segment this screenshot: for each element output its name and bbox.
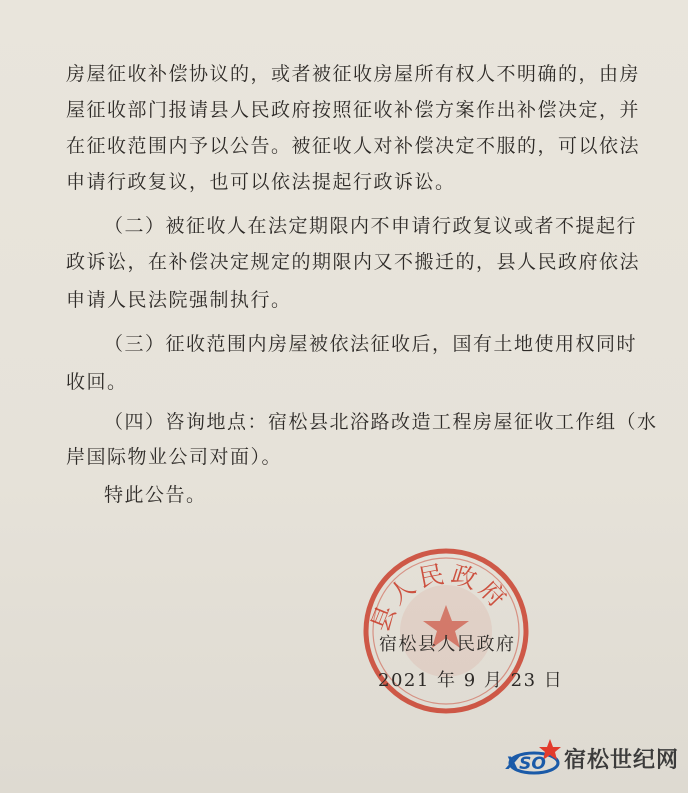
text-line: 申请人民法院强制执行。 [66,289,292,311]
site-logo-text: XSO [506,754,546,774]
text-line: 政诉讼，在补偿决定规定的期限内又不搬迁的，县人民政府依法 [66,251,641,273]
text-line: 申请行政复议，也可以依法提起行政诉讼。 [66,171,456,193]
text-line: （四）咨询地点：宿松县北浴路改造工程房屋征收工作组（水 [104,411,658,433]
text-line: 屋征收部门报请县人民政府按照征收补偿方案作出补偿决定，并 [66,99,641,121]
text-line: 特此公告。 [104,484,207,506]
site-logo-icon [500,735,562,783]
seal-text: 县人民政府 [365,558,515,636]
text-line: 收回。 [66,371,128,393]
site-name: 宿松世纪网 [564,748,680,773]
text-line: 房屋征收补偿协议的，或者被征收房屋所有权人不明确的，由房 [66,63,641,85]
site-watermark [500,735,680,783]
text-line: （三）征收范围内房屋被依法征收后，国有土地使用权同时 [104,333,638,355]
text-line: 岸国际物业公司对面）。 [66,446,283,468]
issuer-name: 宿松县人民政府 [379,634,516,655]
text-line: （二）被征收人在法定期限内不申请行政复议或者不提起行 [104,215,638,237]
text-line: 在征收范围内予以公告。被征收人对补偿决定不服的，可以依法 [66,135,641,157]
issue-date: 2021 年 9 月 23 日 [378,670,564,691]
